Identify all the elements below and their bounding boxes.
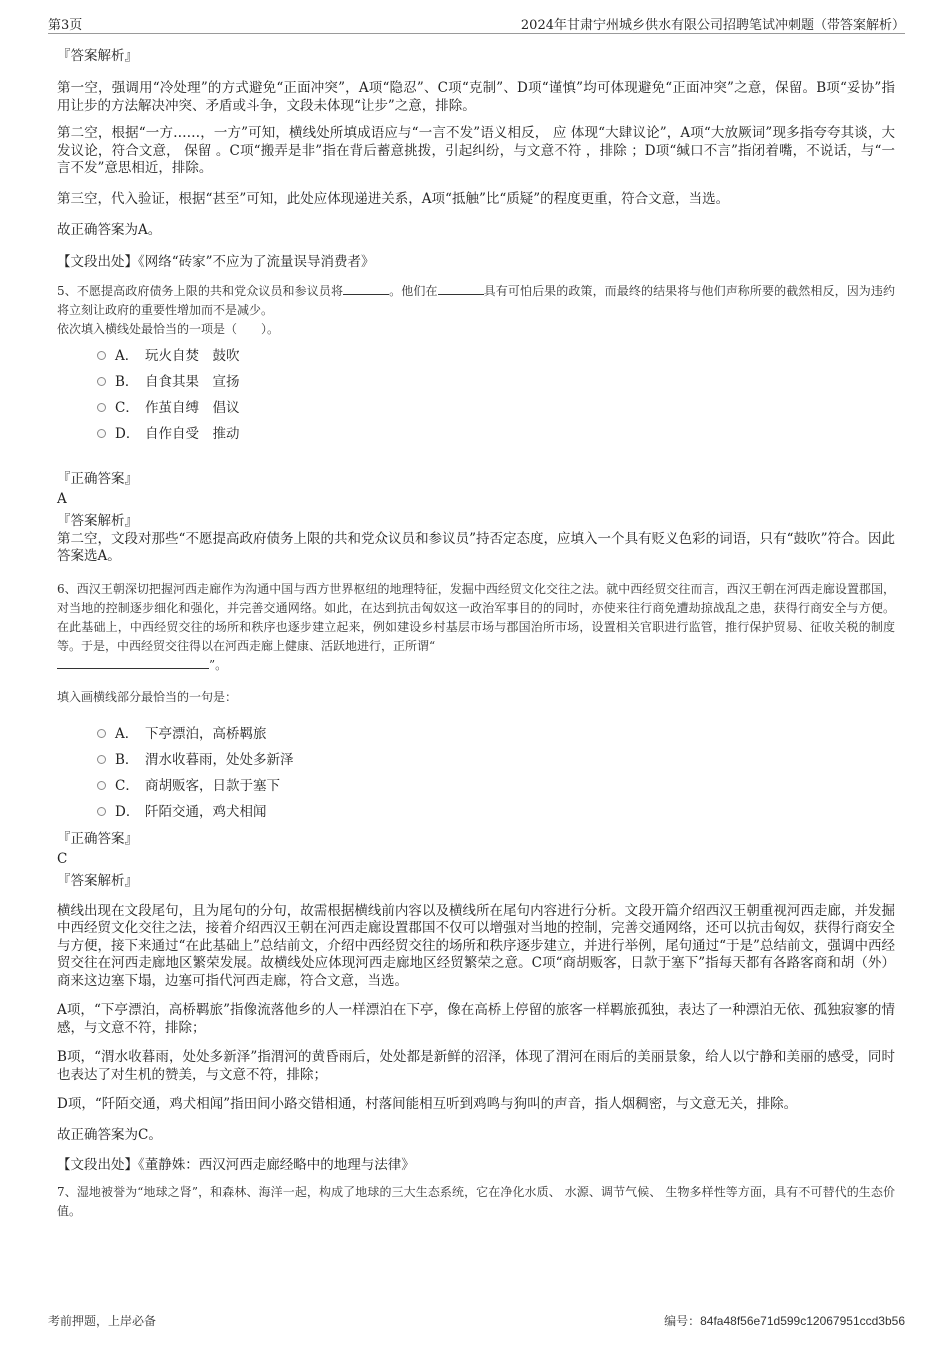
q4-analysis-paragraph-2: 第二空，根据“一方……，一方”可知，横线处所填成语应与“一言不发”语义相反， 应 体现“大肆议论”，A项“大放厥词”现多指夸夸其谈，大发议论，符合文意， 保留 。C项“搬弄是非”指在背后蓄意挑拨，引起纠纷，与文意不符 ，排除 ；D项“缄口不言”指闭着嘴，不说话，与“一言不发”意思相近，排除。	[57, 125, 895, 176]
radio-icon[interactable]	[97, 807, 106, 816]
q5-option-d[interactable]: D． 自作自受 推动	[97, 419, 895, 445]
q5-analysis: 第二空，文段对那些“不愿提高政府债务上限的共和党众议员和参议员”持否定态度，应填入一个具有贬义色彩的词语，只有“鼓吹”符合。因此答案选A。	[57, 530, 895, 564]
radio-icon[interactable]	[97, 403, 106, 412]
q6-analysis-paragraph-4: D项，“阡陌交通，鸡犬相闻”指田间小路交错相通，村落间能相互听到鸡鸣与狗叫的声音，指人烟稠密，与文意无关，排除。	[57, 1096, 798, 1112]
q5-stem: 5、不愿提高政府债务上限的共和党众议员和参议员将 。他们在 具有可怕后果的政策，而最终的结果将与他们声称所要的截然相反，因为违约将立刻让政府的重要性增加而不是减少。	[57, 283, 895, 317]
q5-answer-label: 『正确答案』	[57, 470, 138, 487]
radio-icon[interactable]	[97, 755, 106, 764]
q6-analysis-paragraph-2: A项，“下亭漂泊，高桥羁旅”指像流落他乡的人一样漂泊在下亭，像在高桥上停留的旅客一样羁旅孤独，表达了一种漂泊无依、孤独寂寥的情感，与文意不符，排除；	[57, 1002, 895, 1036]
radio-icon[interactable]	[97, 377, 106, 386]
q6-options	[97, 719, 895, 823]
q6-source: 【文段出处】《董静姝：西汉河西走廊经略中的地理与法律》	[57, 1157, 415, 1173]
q4-analysis-paragraph-1: 第一空，强调用“冷处理”的方式避免“正面冲突”，A项“隐忍”、C项“克制”、D项“谨慎”均可体现避免“正面冲突”之意，保留。B项“妥协”指用让步的方法解决冲突、矛盾或斗争，文段未体现“让步”之意，排除。	[57, 80, 895, 114]
radio-icon[interactable]	[97, 729, 106, 738]
q4-analysis-label: 『答案解析』	[57, 48, 138, 64]
q5-analysis-label: 『答案解析』	[57, 512, 138, 529]
radio-icon[interactable]	[97, 351, 106, 360]
q5-blank-2	[438, 283, 484, 295]
q6-option-b[interactable]: B． 渭水收暮雨，处处多新泽	[97, 745, 895, 771]
q6-option-a[interactable]: A． 下亭漂泊，高桥羁旅	[97, 719, 895, 745]
q6-option-c[interactable]: C． 商胡贩客，日款于塞下	[97, 771, 895, 797]
footer-slogan: 考前押题，上岸必备	[48, 1314, 157, 1328]
q5-answer: A	[57, 490, 67, 507]
q6-blank	[57, 657, 209, 669]
q6-stem: 6、西汉王朝深切把握河西走廊作为沟通中国与西方世界枢纽的地理特征，发掘中西经贸文化交往之法。就中西经贸交往而言，西汉王朝在河西走廊设置郡国，对当地的控制逐步细化和强化，并完善交通网络。如此，在达到抗击匈奴这一政治军事目的的同时，亦使来往行商免遭劫掠战乱之患，获得行商安全与方便。在此基础上，中西经贸交往的场所和秩序也逐步建立起来，例如建设乡村基层市场与郡国治所市场，设置相关官职进行监管，推行保护贸易、征收关税的制度等。于是，中西经贸交往得以在河西走廊上健康、活跃地进行，正所谓“ ”。	[57, 581, 895, 672]
q6-prompt: 填入画横线部分最恰当的一句是：	[57, 689, 238, 704]
q5-options	[97, 341, 895, 445]
document-title: 2024年甘肃宁州城乡供水有限公司招聘笔试冲刺题（带答案解析）	[520, 18, 905, 33]
q5-blank-1	[343, 283, 389, 295]
q4-source: 【文段出处】《网络“砖家”不应为了流量误导消费者》	[57, 253, 375, 270]
q6-analysis-paragraph-1: 横线出现在文段尾句，且为尾句的分句，故需根据横线前内容以及横线所在尾句内容进行分析。文段开篇介绍西汉王朝重视河西走廊，并发掘中西经贸文化交往之法，接着介绍西汉王朝在河西走廊设置郡国不仅可以增强对当地的控制，完善交通网络，还可以抗击匈奴，获得行商安全与方便，接下来通过“在此基础上”总结前文，介绍中西经贸交往的场所和秩序逐步建立，并进行举例，尾句通过“于是”总结前文，强调中西经贸交往在河西走廊地区繁荣发展。故横线处应体现河西走廊地区经贸繁荣之意。C项“商胡贩客，日款于塞下”指每天都有各路客商和胡（外）商来这边塞下塌，边塞可指代河西走廊，符合文意，当选。	[57, 902, 895, 989]
q5-option-c[interactable]: C． 作茧自缚 倡议	[97, 393, 895, 419]
q4-conclusion: 故正确答案为A。	[57, 222, 162, 238]
page-header	[48, 12, 905, 34]
q6-analysis-paragraph-3: B项，“渭水收暮雨，处处多新泽”指渭河的黄昏雨后，处处都是新鲜的沼泽，体现了渭河在雨后的美丽景象，给人以宁静和美丽的感受，同时也表达了对生机的赞美，与文意不符，排除；	[57, 1049, 895, 1083]
q5-option-a[interactable]: A． 玩火自焚 鼓吹	[97, 341, 895, 367]
q5-option-b[interactable]: B． 自食其果 宣扬	[97, 367, 895, 393]
q7-stem: 7、湿地被誉为“地球之肾”，和森林、海洋一起，构成了地球的三大生态系统，它在净化水质、 水源、调节气候、 生物多样性等方面，具有不可替代的生态价值。	[57, 1185, 895, 1218]
q6-analysis-label: 『答案解析』	[57, 872, 138, 889]
q6-conclusion: 故正确答案为C。	[57, 1126, 162, 1143]
radio-icon[interactable]	[97, 429, 106, 438]
main-content	[57, 46, 895, 1221]
page-number: 第3页	[48, 18, 83, 33]
q6-answer: C	[57, 850, 68, 867]
q6-answer-label: 『正确答案』	[57, 830, 138, 847]
document-code: 编号：84fa48f56e71d599c12067951ccd3b56	[664, 1314, 905, 1328]
q6-option-d[interactable]: D． 阡陌交通，鸡犬相闻	[97, 797, 895, 823]
q4-analysis-paragraph-3: 第三空，代入验证，根据“甚至”可知，此处应体现递进关系，A项“抵触”比“质疑”的程度更重，符合文意，当选。	[57, 190, 730, 207]
q5-prompt: 依次填入横线处最恰当的一项是（ ）。	[57, 321, 280, 336]
radio-icon[interactable]	[97, 781, 106, 790]
